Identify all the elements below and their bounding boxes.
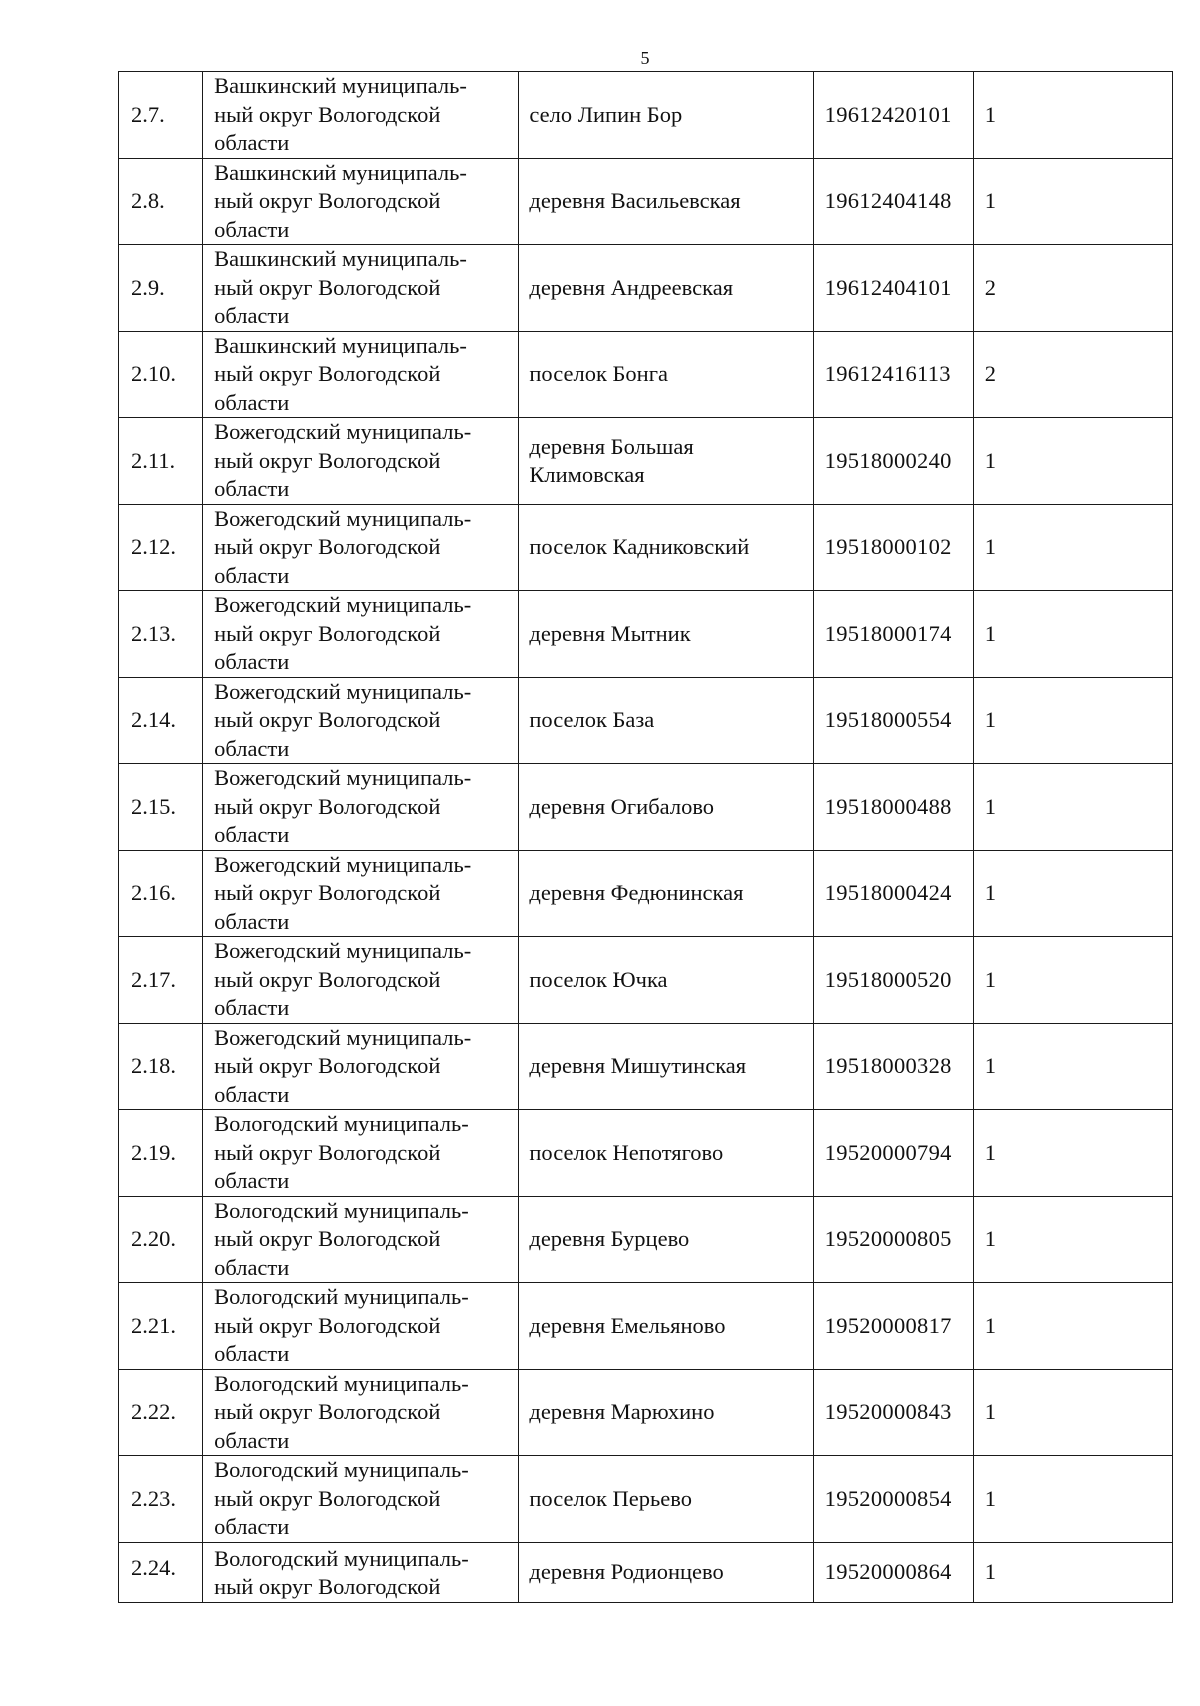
table-row: [119, 1023, 1173, 1110]
quantity-cell: [973, 158, 1172, 245]
row-number: 2.13.: [131, 620, 176, 646]
table-row: [119, 937, 1173, 1024]
row-number-cell: [119, 764, 203, 851]
row-number: 2.22.: [131, 1399, 176, 1425]
district-name: Вологодский муниципаль- ный округ Вологодской области: [214, 1284, 469, 1366]
district-cell: [203, 331, 519, 418]
row-number: 2.9.: [131, 274, 165, 300]
district-name: Вожегодский муниципаль- ный округ Вологодской области: [214, 851, 472, 934]
settlement-name: село Липин Бор: [529, 101, 683, 127]
settlement-cell: [519, 677, 813, 764]
settlement-cell: [519, 245, 813, 332]
district-name: Вожегодский муниципаль- ный округ Вологодской области: [214, 1024, 472, 1107]
district-cell: [203, 1542, 519, 1602]
quantity-value: 1: [984, 1226, 997, 1252]
quantity-value: 1: [984, 1485, 997, 1511]
row-number-cell: [119, 1369, 203, 1456]
okato-code-cell: [813, 1283, 973, 1370]
district-cell: [203, 418, 519, 505]
okato-code: 19518000520: [824, 966, 952, 992]
quantity-cell: [973, 677, 1172, 764]
row-number: 2.16.: [131, 880, 176, 906]
quantity-value: 1: [984, 1559, 997, 1584]
quantity-cell: [973, 331, 1172, 418]
okato-code-cell: [813, 591, 973, 678]
row-number: 2.18.: [131, 1053, 176, 1079]
settlement-cell: [519, 591, 813, 678]
quantity-value: 1: [984, 188, 997, 214]
settlement-cell: [519, 504, 813, 591]
okato-code-cell: [813, 1369, 973, 1456]
row-number-cell: [119, 1542, 203, 1602]
quantity-value: 1: [984, 534, 997, 560]
row-number-cell: [119, 1110, 203, 1197]
okato-code: 19520000805: [824, 1226, 952, 1252]
district-name: Вологодский муниципаль- ный округ Вологодской области: [214, 1197, 469, 1280]
okato-code-cell: [813, 850, 973, 937]
table-row: [119, 504, 1173, 591]
quantity-value: 1: [984, 1399, 997, 1425]
okato-code-cell: [813, 1023, 973, 1110]
settlement-name: поселок Бонга: [529, 361, 668, 387]
settlement-name: деревня Родионцево: [529, 1559, 724, 1584]
row-number: 2.17.: [131, 966, 176, 992]
quantity-cell: [973, 1369, 1172, 1456]
quantity-cell: [973, 850, 1172, 937]
settlement-cell: [519, 850, 813, 937]
settlement-cell: [519, 1283, 813, 1370]
okato-code: 19518000424: [824, 880, 952, 906]
row-number: 2.24.: [131, 1554, 176, 1580]
settlement-cell: [519, 1196, 813, 1283]
district-cell: [203, 158, 519, 245]
settlement-name: поселок Кадниковский: [529, 534, 750, 560]
row-number-cell: [119, 1023, 203, 1110]
okato-code: 19520000864: [824, 1559, 952, 1584]
row-number: 2.7.: [131, 101, 165, 127]
okato-code-cell: [813, 937, 973, 1024]
district-name: Вашкинский муниципаль- ный округ Вологодской области: [214, 73, 467, 155]
quantity-value: 1: [984, 1053, 997, 1079]
quantity-value: 2: [984, 274, 997, 300]
settlement-name: деревня Васильевская: [529, 188, 741, 214]
okato-code-cell: [813, 1456, 973, 1543]
row-number: 2.11.: [131, 447, 176, 473]
row-number-cell: [119, 72, 203, 159]
district-name: Вожегодский муниципаль- ный округ Вологодской области: [214, 592, 472, 674]
table-row: [119, 764, 1173, 851]
table-row: [119, 677, 1173, 764]
quantity-cell: [973, 1456, 1172, 1543]
quantity-cell: [973, 504, 1172, 591]
okato-code: 19612404148: [824, 188, 952, 214]
settlement-name: деревня Огибалово: [529, 793, 715, 819]
okato-code: 19518000488: [824, 793, 952, 819]
row-number: 2.14.: [131, 707, 176, 733]
district-cell: [203, 1369, 519, 1456]
settlement-cell: [519, 158, 813, 245]
okato-code: 19612420101: [824, 101, 952, 127]
table-row: [119, 331, 1173, 418]
row-number-cell: [119, 1456, 203, 1543]
okato-code: 19520000854: [824, 1485, 952, 1511]
row-number-cell: [119, 331, 203, 418]
district-name: Вожегодский муниципаль- ный округ Вологодской области: [214, 419, 472, 501]
district-name: Вашкинский муниципаль- ный округ Вологодской области: [214, 159, 467, 242]
quantity-cell: [973, 245, 1172, 332]
quantity-value: 1: [984, 101, 997, 127]
quantity-cell: [973, 591, 1172, 678]
row-number: 2.23.: [131, 1485, 176, 1511]
table-body: [119, 72, 1173, 1603]
settlement-cell: [519, 72, 813, 159]
district-cell: [203, 72, 519, 159]
settlement-cell: [519, 1023, 813, 1110]
row-number-cell: [119, 1196, 203, 1283]
settlement-name: деревня Бурцево: [529, 1226, 690, 1252]
row-number: 2.15.: [131, 793, 176, 819]
okato-code: 19520000817: [824, 1312, 952, 1338]
quantity-cell: [973, 1542, 1172, 1602]
settlement-cell: [519, 937, 813, 1024]
district-cell: [203, 850, 519, 937]
table-row: [119, 245, 1173, 332]
district-cell: [203, 1456, 519, 1543]
district-name: Вожегодский муниципаль- ный округ Вологодской области: [214, 505, 472, 588]
okato-code: 19518000328: [824, 1053, 952, 1079]
district-cell: [203, 1283, 519, 1370]
okato-code: 19518000554: [824, 707, 952, 733]
row-number-cell: [119, 591, 203, 678]
district-cell: [203, 1110, 519, 1197]
okato-code: 19518000240: [824, 447, 952, 473]
quantity-value: 1: [984, 1312, 997, 1338]
table-row: [119, 1110, 1173, 1197]
quantity-value: 1: [984, 793, 997, 819]
quantity-cell: [973, 1023, 1172, 1110]
row-number-cell: [119, 418, 203, 505]
district-cell: [203, 504, 519, 591]
quantity-value: 1: [984, 620, 997, 646]
okato-code-cell: [813, 418, 973, 505]
quantity-cell: [973, 764, 1172, 851]
table-row: [119, 1196, 1173, 1283]
district-name: Вологодский муниципаль- ный округ Вологодской области: [214, 1370, 469, 1453]
quantity-cell: [973, 937, 1172, 1024]
okato-code-cell: [813, 1542, 973, 1602]
row-number-cell: [119, 504, 203, 591]
row-number-cell: [119, 158, 203, 245]
settlement-cell: [519, 331, 813, 418]
settlement-name: поселок Непотягово: [529, 1139, 724, 1165]
district-cell: [203, 591, 519, 678]
okato-code-cell: [813, 245, 973, 332]
page-number: 5: [640, 48, 650, 68]
okato-code-cell: [813, 1196, 973, 1283]
okato-code-cell: [813, 331, 973, 418]
settlement-name: деревня Марюхино: [529, 1399, 715, 1425]
district-cell: [203, 245, 519, 332]
table-row: [119, 1369, 1173, 1456]
quantity-cell: [973, 1196, 1172, 1283]
okato-code-cell: [813, 1110, 973, 1197]
quantity-value: 1: [984, 1139, 997, 1165]
district-name: Вожегодский муниципаль- ный округ Вологодской области: [214, 938, 472, 1020]
district-cell: [203, 764, 519, 851]
settlement-name: поселок Ючка: [529, 966, 668, 992]
table-row: [119, 1456, 1173, 1543]
settlement-name: деревня Андреевская: [529, 274, 734, 300]
settlement-name: деревня Большая Климовская: [529, 433, 694, 487]
district-cell: [203, 937, 519, 1024]
row-number: 2.19.: [131, 1139, 176, 1165]
okato-code: 19518000174: [824, 620, 952, 646]
row-number-cell: [119, 245, 203, 332]
district-name: Вашкинский муниципаль- ный округ Вологодской области: [214, 246, 467, 328]
district-name: Вожегодский муниципаль- ный округ Вологодской области: [214, 765, 472, 847]
table-row: [119, 72, 1173, 159]
row-number-cell: [119, 937, 203, 1024]
quantity-value: 2: [984, 361, 997, 387]
table-row: [119, 158, 1173, 245]
quantity-cell: [973, 1110, 1172, 1197]
row-number: 2.10.: [131, 361, 176, 387]
okato-code: 19520000794: [824, 1139, 952, 1165]
row-number-cell: [119, 850, 203, 937]
district-cell: [203, 1196, 519, 1283]
district-cell: [203, 677, 519, 764]
okato-code-cell: [813, 72, 973, 159]
okato-code-cell: [813, 504, 973, 591]
quantity-cell: [973, 1283, 1172, 1370]
okato-code-cell: [813, 677, 973, 764]
quantity-cell: [973, 418, 1172, 505]
okato-code: 19612404101: [824, 274, 952, 300]
settlement-cell: [519, 1110, 813, 1197]
settlement-name: поселок Перьево: [529, 1485, 692, 1511]
quantity-value: 1: [984, 707, 997, 733]
row-number-cell: [119, 677, 203, 764]
settlement-cell: [519, 1542, 813, 1602]
okato-code: 19612416113: [824, 361, 951, 387]
row-number: 2.12.: [131, 534, 176, 560]
district-name: Вашкинский муниципаль- ный округ Вологодской области: [214, 332, 467, 415]
district-name: Вожегодский муниципаль- ный округ Вологодской области: [214, 678, 472, 761]
okato-code: 19518000102: [824, 534, 952, 560]
settlement-name: поселок База: [529, 707, 655, 733]
settlement-name: деревня Мытник: [529, 620, 691, 646]
district-name: Вологодский муниципаль- ный округ Вологодской области: [214, 1457, 469, 1539]
settlement-cell: [519, 1456, 813, 1543]
okato-code: 19520000843: [824, 1399, 952, 1425]
quantity-value: 1: [984, 880, 997, 906]
quantity-value: 1: [984, 966, 997, 992]
row-number: 2.21.: [131, 1312, 176, 1338]
settlement-name: деревня Федюнинская: [529, 880, 744, 906]
settlement-name: деревня Мишутинская: [529, 1053, 747, 1079]
row-number: 2.20.: [131, 1226, 176, 1252]
district-cell: [203, 1023, 519, 1110]
district-name: Вологодский муниципаль- ный округ Вологодской: [214, 1545, 469, 1599]
settlement-cell: [519, 418, 813, 505]
settlement-name: деревня Емельяново: [529, 1312, 726, 1338]
table-row: [119, 591, 1173, 678]
district-name: Вологодский муниципаль- ный округ Вологодской области: [214, 1111, 469, 1193]
table-row: [119, 1542, 1173, 1602]
okato-code-cell: [813, 158, 973, 245]
okato-code-cell: [813, 764, 973, 851]
settlement-cell: [519, 764, 813, 851]
row-number: 2.8.: [131, 188, 165, 214]
table-row: [119, 418, 1173, 505]
settlements-table: [118, 71, 1173, 1603]
table-row: [119, 1283, 1173, 1370]
row-number-cell: [119, 1283, 203, 1370]
settlement-cell: [519, 1369, 813, 1456]
quantity-value: 1: [984, 447, 997, 473]
quantity-cell: [973, 72, 1172, 159]
table-row: [119, 850, 1173, 937]
